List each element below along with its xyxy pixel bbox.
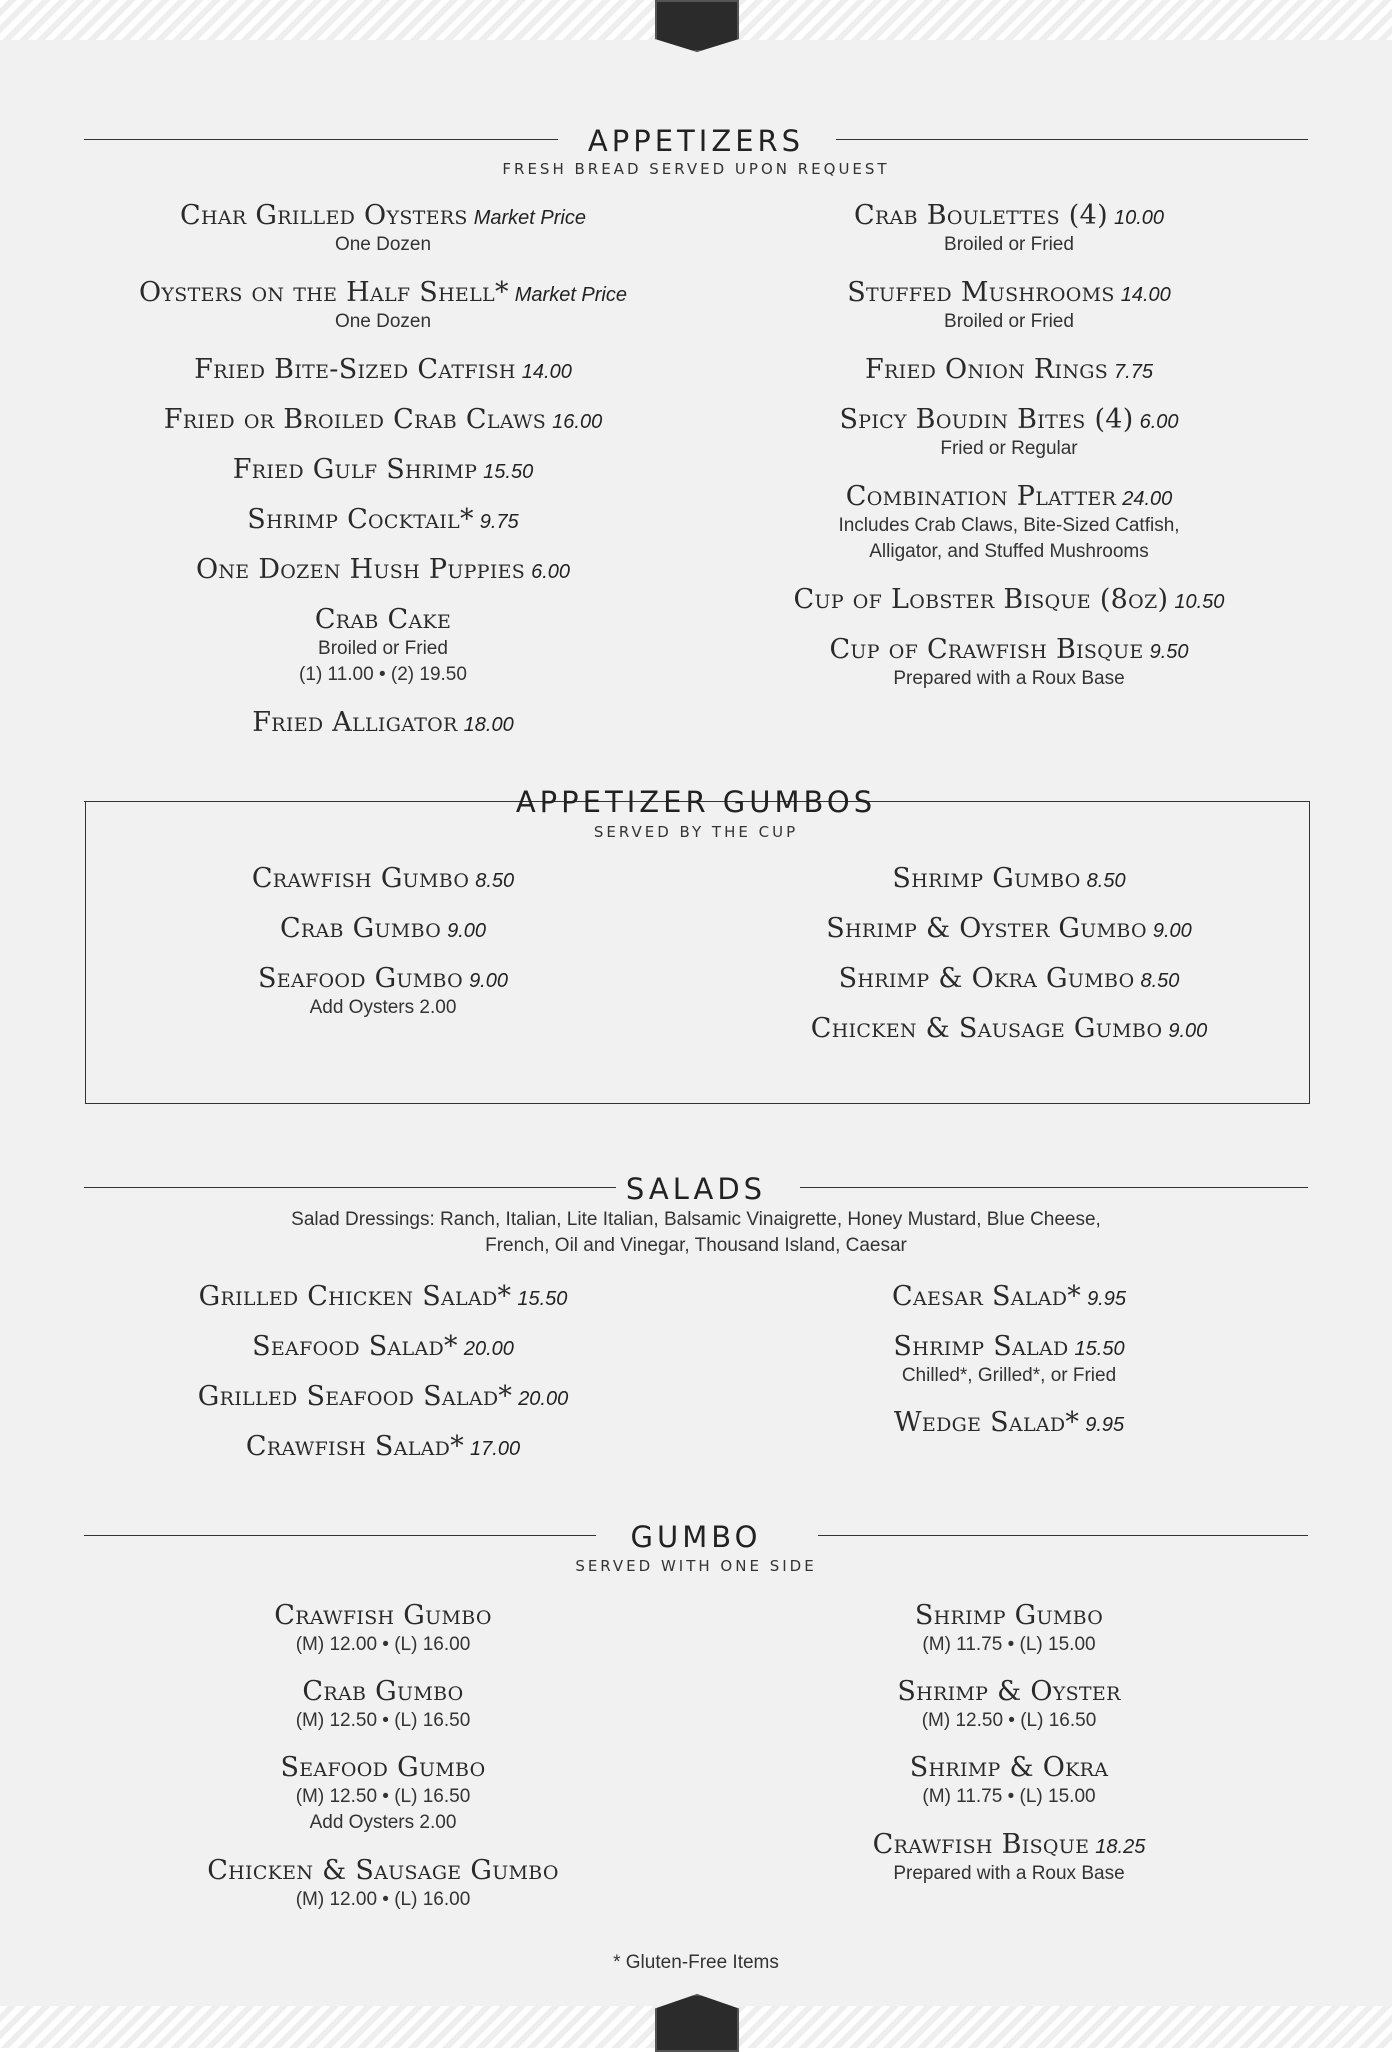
- menu-item: [84, 200, 682, 258]
- menu-item-name: Crab Gumbo: [302, 1676, 464, 1707]
- menu-item-price: 20.00: [518, 1388, 569, 1410]
- menu-item: [84, 863, 682, 895]
- menu-item-price: 9.00: [1168, 1020, 1208, 1042]
- menu-item-name: Stuffed Mushrooms: [847, 277, 1115, 308]
- salad-dressings-line2: French, Oil and Vinegar, Thousand Island, Caesar: [485, 1235, 907, 1256]
- menu-item: [710, 1281, 1308, 1313]
- menu-item-description: Add Oysters 2.00: [309, 997, 457, 1018]
- gumbo-subtitle: SERVED WITH ONE SIDE: [575, 1557, 817, 1575]
- menu-item-name: Chicken & Sausage Gumbo: [207, 1855, 559, 1886]
- menu-item-name: Cup of Lobster Bisque (8oz): [793, 584, 1169, 615]
- menu-item-name: Fried Alligator: [252, 707, 458, 738]
- menu-item-price: 9.00: [1152, 920, 1192, 942]
- menu-item-name: Seafood Salad*: [252, 1331, 458, 1362]
- menu-item-price: 9.00: [469, 970, 508, 992]
- menu-item-description: Alligator, and Stuffed Mushrooms: [869, 541, 1149, 562]
- appetizers-title: APPETIZERS: [587, 124, 805, 158]
- menu-item-price: 18.00: [463, 714, 514, 736]
- menu-item: [84, 404, 682, 436]
- appetizer-gumbos-header: [84, 785, 1308, 819]
- menu-item-name: Fried Bite-Sized Catfish: [194, 354, 516, 385]
- menu-item-name: Shrimp & Oyster: [897, 1676, 1121, 1707]
- menu-item-name: Crawfish Gumbo: [251, 863, 470, 894]
- menu-item: [710, 200, 1308, 258]
- menu-item-name: Shrimp Gumbo: [892, 863, 1081, 894]
- menu-item-description: Broiled or Fried: [944, 234, 1074, 255]
- menu-item-price: 15.50: [483, 461, 534, 483]
- menu-item-description: (M) 12.50 • (L) 16.50: [295, 1786, 471, 1807]
- menu-item: [710, 963, 1308, 995]
- menu-item: [710, 584, 1308, 616]
- menu-item-price: 6.00: [531, 561, 571, 583]
- menu-item-name: Char Grilled Oysters: [180, 200, 468, 231]
- menu-item-name: Wedge Salad*: [893, 1407, 1080, 1438]
- menu-item-price: 14.00: [521, 361, 572, 383]
- menu-item: [84, 604, 682, 688]
- menu-item-name: One Dozen Hush Puppies: [195, 554, 526, 585]
- menu-item-price: Market Price: [473, 207, 586, 229]
- menu-item: [84, 913, 682, 945]
- menu-item: [710, 1331, 1308, 1389]
- menu-item: [84, 1855, 682, 1913]
- menu-item-price: 15.50: [517, 1288, 568, 1310]
- menu-item: [710, 1600, 1308, 1658]
- menu-item-price: 9.00: [447, 920, 487, 942]
- salads-title: SALADS: [625, 1172, 767, 1206]
- menu-item: [710, 913, 1308, 945]
- menu-item-name: Shrimp & Okra Gumbo: [838, 963, 1135, 994]
- menu-item-description: Prepared with a Roux Base: [893, 668, 1125, 689]
- appetizer-gumbos-title: APPETIZER GUMBOS: [515, 785, 877, 819]
- menu-item: [84, 1600, 682, 1658]
- menu-item-description: Broiled or Fried: [318, 638, 448, 659]
- menu-item-name: Combination Platter: [845, 481, 1117, 512]
- menu-item-name: Crab Boulettes (4): [853, 200, 1108, 231]
- menu-item-description: One Dozen: [334, 311, 432, 332]
- menu-item-name: Shrimp Cocktail*: [247, 504, 474, 535]
- menu-item-description: Fried or Regular: [940, 438, 1078, 459]
- menu-item: [710, 354, 1308, 386]
- menu-item-description: (M) 12.50 • (L) 16.50: [295, 1710, 471, 1731]
- menu-item-description: (M) 12.00 • (L) 16.00: [295, 1634, 471, 1655]
- menu-item-name: Seafood Gumbo: [280, 1752, 486, 1783]
- menu-item-price: 8.50: [1086, 870, 1126, 892]
- menu-item-price: 10.50: [1174, 591, 1225, 613]
- menu-item: [84, 1431, 682, 1463]
- menu-item-name: Crawfish Bisque: [872, 1829, 1090, 1860]
- menu-item-price: 18.25: [1095, 1836, 1146, 1858]
- menu-item-price: 10.00: [1113, 207, 1165, 229]
- menu-item: [710, 863, 1308, 895]
- menu-item-name: Grilled Chicken Salad*: [198, 1281, 512, 1312]
- menu-item-description: (M) 12.00 • (L) 16.00: [295, 1889, 471, 1910]
- menu-item-description: Includes Crab Claws, Bite-Sized Catfish,: [838, 515, 1180, 536]
- menu-item-description: (M) 11.75 • (L) 15.00: [922, 1786, 1096, 1807]
- menu-item: [84, 277, 682, 335]
- menu-item: [84, 1281, 682, 1313]
- menu-item: [84, 504, 682, 536]
- menu-item: [84, 354, 682, 386]
- menu-item: [710, 634, 1308, 692]
- menu-item: [710, 1676, 1308, 1734]
- menu-item-price: 17.00: [470, 1438, 521, 1460]
- menu-item-price: 15.50: [1074, 1338, 1125, 1360]
- menu-item-name: Oysters on the Half Shell*: [139, 277, 509, 308]
- menu-item-description: Broiled or Fried: [944, 311, 1074, 332]
- menu-item-name: Crawfish Salad*: [245, 1431, 465, 1462]
- menu-item-description: Prepared with a Roux Base: [893, 1863, 1125, 1884]
- menu-item-name: Crawfish Gumbo: [274, 1600, 492, 1631]
- menu-item: [84, 454, 682, 486]
- appetizers-subtitle: FRESH BREAD SERVED UPON REQUEST: [502, 160, 890, 178]
- menu-item-description: Chilled*, Grilled*, or Fried: [901, 1365, 1117, 1386]
- menu-item-description: (M) 12.50 • (L) 16.50: [921, 1710, 1097, 1731]
- menu-item-description: (1) 11.00 • (2) 19.50: [299, 664, 467, 685]
- menu-item: [710, 1829, 1308, 1887]
- menu-item: [84, 707, 682, 739]
- menu-item-description: (M) 11.75 • (L) 15.00: [922, 1634, 1096, 1655]
- menu-item-name: Crab Cake: [314, 604, 452, 635]
- gumbo-title: GUMBO: [630, 1520, 762, 1554]
- menu-item-price: 20.00: [463, 1338, 514, 1360]
- menu-item-price: 9.95: [1087, 1288, 1126, 1310]
- menu-item-name: Shrimp & Okra: [909, 1752, 1109, 1783]
- menu-item-name: Caesar Salad*: [891, 1281, 1082, 1312]
- menu-item-description: One Dozen: [334, 234, 432, 255]
- menu-item-name: Fried Gulf Shrimp: [232, 454, 478, 485]
- menu-item-price: 9.95: [1085, 1414, 1125, 1436]
- menu-item: [84, 1752, 682, 1836]
- menu-item-name: Chicken & Sausage Gumbo: [810, 1013, 1163, 1044]
- menu-item-price: 7.75: [1114, 361, 1153, 383]
- menu-item: [710, 277, 1308, 335]
- menu-item-name: Crab Gumbo: [279, 913, 442, 944]
- menu-item-price: 9.75: [479, 511, 519, 533]
- menu-item: [710, 1013, 1308, 1045]
- menu-item-description: Add Oysters 2.00: [309, 1812, 457, 1833]
- menu-item: [84, 1381, 682, 1413]
- gluten-free-footnote: * Gluten-Free Items: [613, 1952, 779, 1973]
- menu-item: [84, 963, 682, 1021]
- menu-item-price: 6.00: [1139, 411, 1179, 433]
- menu-item-name: Grilled Seafood Salad*: [197, 1381, 513, 1412]
- menu-item-name: Spicy Boudin Bites (4): [839, 404, 1134, 435]
- appetizer-gumbos-subtitle: SERVED BY THE CUP: [593, 823, 799, 841]
- menu-item: [84, 1676, 682, 1734]
- menu-item: [84, 1331, 682, 1363]
- menu-item-price: 9.50: [1149, 641, 1189, 663]
- appetizer-gumbos-box: [85, 801, 1310, 1104]
- menu-item: [710, 481, 1308, 565]
- menu-item-name: Fried or Broiled Crab Claws: [163, 404, 547, 435]
- menu-item-price: Market Price: [514, 284, 627, 306]
- menu-item-name: Cup of Crawfish Bisque: [829, 634, 1144, 665]
- menu-item-price: 14.00: [1120, 284, 1171, 306]
- salads-header: [84, 1172, 1308, 1206]
- menu-item-price: 8.50: [1140, 970, 1180, 992]
- menu-item-name: Seafood Gumbo: [257, 963, 464, 994]
- menu-item: [710, 1407, 1308, 1439]
- menu-item-price: 16.00: [552, 411, 603, 433]
- menu-item: [710, 404, 1308, 462]
- menu-item-name: Shrimp Salad: [893, 1331, 1069, 1362]
- appetizers-header: [84, 124, 1308, 158]
- menu-item: [710, 1752, 1308, 1810]
- menu-item-name: Fried Onion Rings: [865, 354, 1109, 385]
- menu-item-price: 24.00: [1122, 488, 1173, 510]
- menu-item-name: Shrimp Gumbo: [914, 1600, 1104, 1631]
- menu-item-price: 8.50: [475, 870, 515, 892]
- salad-dressings-line1: Salad Dressings: Ranch, Italian, Lite Italian, Balsamic Vinaigrette, Honey Mustard, Blue Cheese,: [291, 1209, 1101, 1230]
- menu-item-name: Shrimp & Oyster Gumbo: [826, 913, 1147, 944]
- gumbo-header: [84, 1520, 1308, 1554]
- menu-item: [84, 554, 682, 586]
